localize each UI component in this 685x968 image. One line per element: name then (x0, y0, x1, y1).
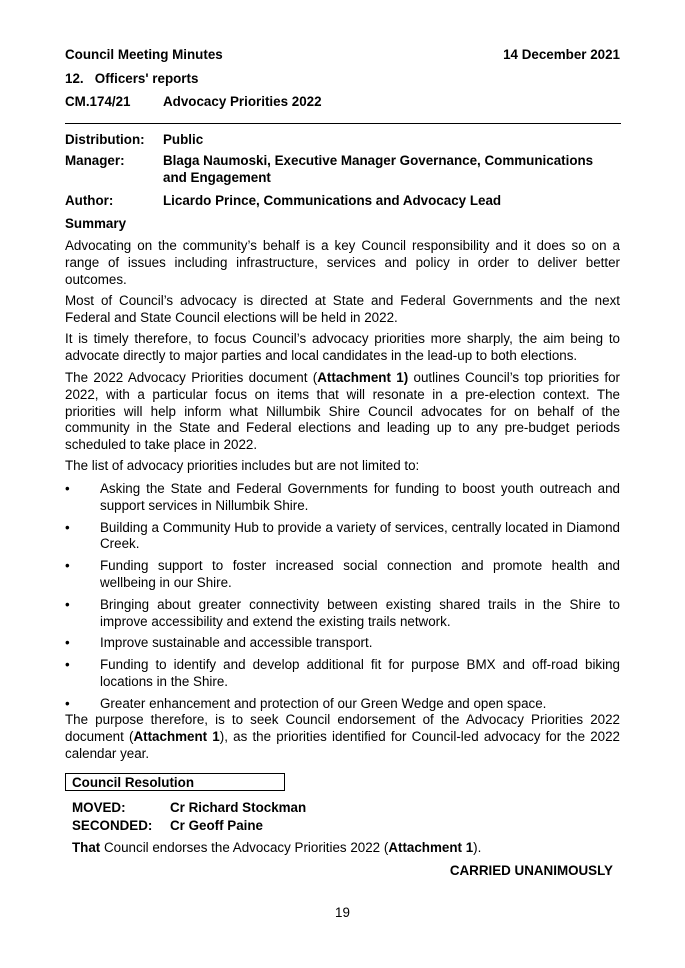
resolution-text-end: ). (473, 840, 482, 855)
council-resolution-heading: Council Resolution (65, 773, 285, 791)
p6-text-start: The purpose therefore, is to seek Council endorsement of the Advocacy Priorities 2022 document ( (65, 712, 620, 744)
list-item (65, 558, 620, 592)
list-item-text: Greater enhancement and protection of our Green Wedge and open space. (100, 695, 547, 711)
list-item-text: Improve sustainable and accessible transport. (100, 635, 373, 651)
list-item (65, 696, 620, 713)
moved-label: MOVED: (72, 800, 126, 815)
list-item (65, 635, 620, 652)
author-value: Licardo Prince, Communications and Advocacy Lead (163, 193, 502, 208)
list-item-text: Building a Community Hub to provide a variety of services, centrally located in Diamond Creek. (100, 519, 620, 552)
attachment-reference: Attachment 1 (388, 840, 474, 855)
moved-value: Cr Richard Stockman (170, 800, 307, 815)
distribution-label: Distribution: (65, 132, 145, 147)
bullet-icon: • (65, 481, 70, 496)
list-item-text: Bringing about greater connectivity between existing shared trails in the Shire to improve accessibility and extend the existing trails network. (100, 596, 620, 629)
list-item-text: Funding support to foster increased social connection and promote health and wellbeing in our Shire. (100, 558, 620, 590)
p4-text-end: outlines Council’s top priorities for 2022, with a particular focus on items that will resonate in a pre-election context. The priorities will help inform what Nillumbik Shire Council advocates for on behalf of the community in the State and Federal elections and leading up to any pre-budget periods scheduled to take place in 2022. (65, 370, 620, 453)
bullet-icon: • (65, 695, 70, 711)
summary-paragraph-2: Most of Council’s advocacy is directed at State and Federal Governments and the next Federal and State Council elections will be held in 2022. (65, 293, 620, 325)
list-item-text: Funding to identify and develop additional fit for purpose BMX and off-road biking locations in the Shire. (100, 657, 620, 689)
author-label: Author: (65, 193, 114, 208)
summary-heading: Summary (65, 216, 127, 231)
bullet-icon: • (65, 635, 70, 651)
seconded-label: SECONDED: (72, 818, 153, 833)
p6-text-end: ), as the priorities identified for Council-led advocacy for the 2022 calendar year. (65, 728, 620, 761)
section-title: 12. Officers' reports (65, 71, 199, 86)
summary-paragraph-1: Advocating on the community’s behalf is a key Council responsibility and it does so on a range of issues including infrastructure, services and policy in order to deliver better outcomes. (65, 238, 620, 287)
resolution-that: That (72, 840, 101, 855)
list-item (65, 597, 620, 631)
document-page (65, 0, 620, 968)
summary-paragraph-5: The list of advocacy priorities includes but are not limited to: (65, 458, 420, 473)
seconded-value: Cr Geoff Paine (170, 818, 264, 833)
manager-label: Manager: (65, 153, 125, 168)
list-item (65, 520, 620, 554)
list-item-text: Asking the State and Federal Governments for funding to boost youth outreach and support services in Nillumbik Shire. (100, 481, 620, 513)
priorities-list (65, 481, 620, 713)
resolution-text (72, 840, 627, 857)
doc-title: Council Meeting Minutes (65, 47, 223, 62)
summary-paragraph-3: It is timely therefore, to focus Council’s advocacy priorities more sharply, the aim being to advocate directly to major parties and local candidates in the lead-up to both elections. (65, 331, 620, 363)
purpose-paragraph (65, 712, 620, 762)
attachment-reference: Attachment 1) (317, 370, 409, 385)
list-item (65, 657, 620, 691)
meeting-date: 14 December 2021 (503, 47, 620, 62)
bullet-icon: • (65, 558, 70, 574)
header-divider (65, 123, 621, 124)
resolution-text-middle: Council endorses the Advocacy Priorities 2022 ( (100, 840, 389, 855)
summary-paragraph-4 (65, 370, 620, 454)
item-title: Advocacy Priorities 2022 (163, 94, 322, 109)
manager-value: Blaga Naumoski, Executive Manager Governance, Communications and Engagement (163, 153, 594, 185)
bullet-icon: • (65, 519, 70, 535)
resolution-outcome: CARRIED UNANIMOUSLY (449, 863, 613, 878)
page-number: 19 (335, 905, 350, 920)
p4-text-start: The 2022 Advocacy Priorities document ( (65, 370, 318, 385)
section-heading (65, 71, 620, 88)
item-code: CM.174/21 (65, 94, 131, 109)
bullet-icon: • (65, 657, 70, 673)
attachment-reference: Attachment 1 (133, 728, 220, 744)
bullet-icon: • (65, 596, 70, 612)
distribution-value: Public (163, 132, 204, 147)
list-item (65, 481, 620, 515)
